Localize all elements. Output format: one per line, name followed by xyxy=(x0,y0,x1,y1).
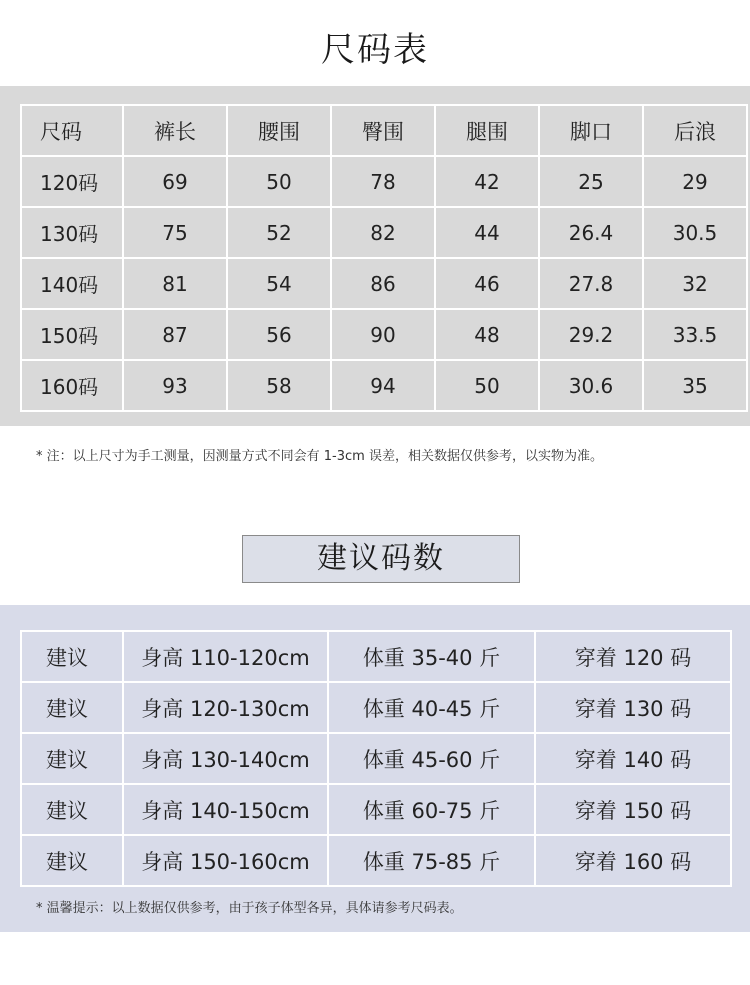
header-cell: 裤长 xyxy=(123,105,227,156)
height-cell: 身高 130-140cm xyxy=(123,733,328,784)
table-cell: 75 xyxy=(123,207,227,258)
table-cell: 87 xyxy=(123,309,227,360)
measurement-note: * 注：以上尺寸为手工测量，因测量方式不同会有 1-3cm 误差，相关数据仅供参考，以实物为准。 xyxy=(36,449,603,464)
table-row xyxy=(21,207,747,258)
table-row xyxy=(21,631,731,682)
section-title: 建议码数 xyxy=(242,535,520,583)
table-row xyxy=(21,258,747,309)
table-cell: 50 xyxy=(227,156,331,207)
suggest-cell: 建议 xyxy=(21,733,123,784)
header-cell: 腿围 xyxy=(435,105,539,156)
table-row xyxy=(21,309,747,360)
table-cell: 56 xyxy=(227,309,331,360)
height-cell: 身高 110-120cm xyxy=(123,631,328,682)
table-cell: 82 xyxy=(331,207,435,258)
size-cell: 150码 xyxy=(21,309,123,360)
wear-size-cell: 穿着 130 码 xyxy=(535,682,731,733)
size-cell: 160码 xyxy=(21,360,123,411)
header-cell: 腰围 xyxy=(227,105,331,156)
weight-cell: 体重 60-75 斤 xyxy=(328,784,535,835)
table-cell: 81 xyxy=(123,258,227,309)
recommendation-table xyxy=(20,630,732,887)
header-cell: 脚口 xyxy=(539,105,643,156)
weight-cell: 体重 75-85 斤 xyxy=(328,835,535,886)
size-table-header-row xyxy=(21,105,747,156)
table-cell: 35 xyxy=(643,360,747,411)
header-cell: 臀围 xyxy=(331,105,435,156)
table-row xyxy=(21,360,747,411)
table-cell: 26.4 xyxy=(539,207,643,258)
size-chart-panel xyxy=(0,86,750,426)
table-cell: 44 xyxy=(435,207,539,258)
table-cell: 30.6 xyxy=(539,360,643,411)
table-cell: 86 xyxy=(331,258,435,309)
table-row xyxy=(21,682,731,733)
table-cell: 50 xyxy=(435,360,539,411)
recommendation-panel xyxy=(0,605,750,932)
table-cell: 54 xyxy=(227,258,331,309)
table-cell: 52 xyxy=(227,207,331,258)
table-cell: 33.5 xyxy=(643,309,747,360)
size-cell: 140码 xyxy=(21,258,123,309)
size-cell: 130码 xyxy=(21,207,123,258)
page-title: 尺码表 xyxy=(321,30,429,70)
table-cell: 25 xyxy=(539,156,643,207)
table-cell: 27.8 xyxy=(539,258,643,309)
table-row xyxy=(21,733,731,784)
size-table xyxy=(20,104,748,412)
height-cell: 身高 120-130cm xyxy=(123,682,328,733)
height-cell: 身高 150-160cm xyxy=(123,835,328,886)
table-cell: 69 xyxy=(123,156,227,207)
table-cell: 94 xyxy=(331,360,435,411)
table-cell: 78 xyxy=(331,156,435,207)
suggest-cell: 建议 xyxy=(21,784,123,835)
suggest-cell: 建议 xyxy=(21,682,123,733)
table-cell: 93 xyxy=(123,360,227,411)
header-cell: 后浪 xyxy=(643,105,747,156)
table-cell: 29 xyxy=(643,156,747,207)
wear-size-cell: 穿着 150 码 xyxy=(535,784,731,835)
table-cell: 32 xyxy=(643,258,747,309)
table-cell: 42 xyxy=(435,156,539,207)
height-cell: 身高 140-150cm xyxy=(123,784,328,835)
table-cell: 58 xyxy=(227,360,331,411)
table-cell: 30.5 xyxy=(643,207,747,258)
weight-cell: 体重 40-45 斤 xyxy=(328,682,535,733)
header-cell: 尺码 xyxy=(21,105,123,156)
wear-size-cell: 穿着 120 码 xyxy=(535,631,731,682)
table-cell: 90 xyxy=(331,309,435,360)
table-row xyxy=(21,784,731,835)
table-row xyxy=(21,835,731,886)
table-row xyxy=(21,156,747,207)
wear-size-cell: 穿着 140 码 xyxy=(535,733,731,784)
table-cell: 46 xyxy=(435,258,539,309)
weight-cell: 体重 35-40 斤 xyxy=(328,631,535,682)
weight-cell: 体重 45-60 斤 xyxy=(328,733,535,784)
wear-size-cell: 穿着 160 码 xyxy=(535,835,731,886)
suggest-cell: 建议 xyxy=(21,835,123,886)
suggest-cell: 建议 xyxy=(21,631,123,682)
table-cell: 29.2 xyxy=(539,309,643,360)
tip-note: * 温馨提示：以上数据仅供参考，由于孩子体型各异，具体请参考尺码表。 xyxy=(36,901,463,916)
size-cell: 120码 xyxy=(21,156,123,207)
table-cell: 48 xyxy=(435,309,539,360)
